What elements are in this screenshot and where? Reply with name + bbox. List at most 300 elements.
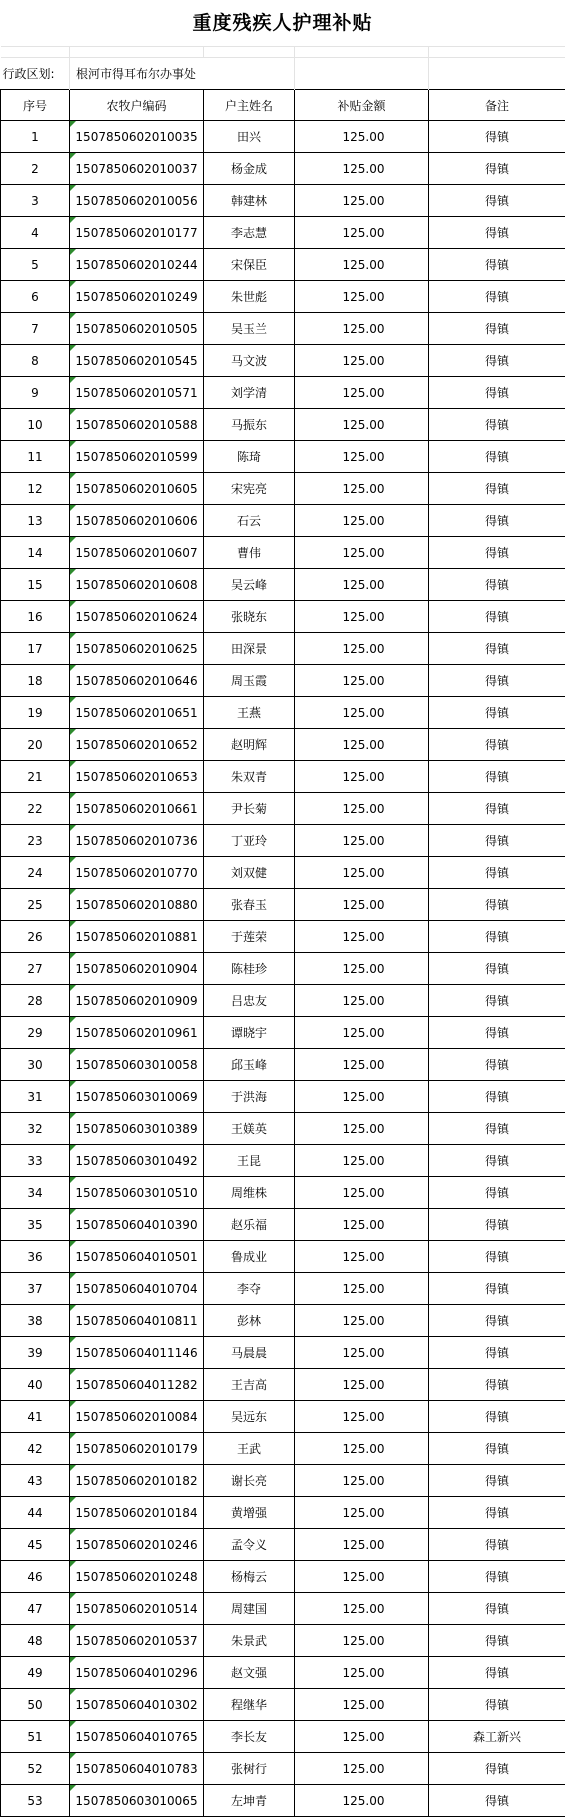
cell-index[interactable]: 29	[1, 1017, 70, 1049]
cell-remark[interactable]: 得镇	[429, 185, 565, 217]
table-row	[1, 1433, 565, 1465]
cell-code[interactable]: 1507850602010880	[70, 889, 204, 921]
cell-index[interactable]: 17	[1, 633, 70, 665]
cell-remark[interactable]: 得镇	[429, 1529, 565, 1561]
cell-amount[interactable]: 125.00	[295, 345, 429, 377]
table-row	[1, 1145, 565, 1177]
cell-index[interactable]: 8	[1, 345, 70, 377]
cell-name[interactable]: 孟令义	[204, 1529, 295, 1561]
cell-amount[interactable]: 125.00	[295, 1113, 429, 1145]
header-cell-index[interactable]: 序号	[1, 90, 70, 121]
cell-code[interactable]: 1507850602010035	[70, 121, 204, 153]
cell-name[interactable]: 于洪海	[204, 1081, 295, 1113]
cell-amount[interactable]: 125.00	[295, 153, 429, 185]
cell-remark[interactable]: 得镇	[429, 217, 565, 249]
cell-amount[interactable]: 125.00	[295, 1721, 429, 1753]
cell-code[interactable]: 1507850602010248	[70, 1561, 204, 1593]
cell-index[interactable]: 6	[1, 281, 70, 313]
table-row	[1, 505, 565, 537]
cell-amount[interactable]: 125.00	[295, 473, 429, 505]
cell-amount[interactable]: 125.00	[295, 1017, 429, 1049]
cell-remark[interactable]: 森工新兴	[429, 1721, 565, 1753]
table-row	[1, 825, 565, 857]
cell-amount[interactable]: 125.00	[295, 1177, 429, 1209]
cell-amount[interactable]: 125.00	[295, 729, 429, 761]
cell-name[interactable]: 周玉霞	[204, 665, 295, 697]
cell-remark[interactable]: 得镇	[429, 505, 565, 537]
cell-amount[interactable]: 125.00	[295, 665, 429, 697]
cell-remark[interactable]: 得镇	[429, 537, 565, 569]
cell-code[interactable]: 1507850602010606	[70, 505, 204, 537]
cell-name[interactable]: 宋宪亮	[204, 473, 295, 505]
cell-remark[interactable]: 得镇	[429, 1177, 565, 1209]
cell-code[interactable]: 1507850602010514	[70, 1593, 204, 1625]
cell-remark[interactable]: 得镇	[429, 1689, 565, 1721]
cell-amount[interactable]: 125.00	[295, 121, 429, 153]
cell-index[interactable]: 23	[1, 825, 70, 857]
cell-amount[interactable]: 125.00	[295, 1433, 429, 1465]
cell-amount[interactable]: 125.00	[295, 313, 429, 345]
cell-amount[interactable]: 125.00	[295, 697, 429, 729]
cell-name[interactable]: 赵明辉	[204, 729, 295, 761]
cell-amount[interactable]: 125.00	[295, 569, 429, 601]
cell-index[interactable]: 31	[1, 1081, 70, 1113]
cell-remark[interactable]: 得镇	[429, 249, 565, 281]
cell-index[interactable]: 9	[1, 377, 70, 409]
cell-remark[interactable]: 得镇	[429, 1241, 565, 1273]
cell-amount[interactable]: 125.00	[295, 921, 429, 953]
cell-remark[interactable]: 得镇	[429, 1305, 565, 1337]
cell-index[interactable]: 46	[1, 1561, 70, 1593]
cell-amount[interactable]: 125.00	[295, 761, 429, 793]
cell-remark[interactable]: 得镇	[429, 633, 565, 665]
cell-remark[interactable]: 得镇	[429, 1593, 565, 1625]
cell-amount[interactable]: 125.00	[295, 1305, 429, 1337]
cell-code[interactable]: 1507850602010249	[70, 281, 204, 313]
cell-code[interactable]: 1507850604010296	[70, 1657, 204, 1689]
cell-remark[interactable]: 得镇	[429, 921, 565, 953]
table-row	[1, 377, 565, 409]
table-row	[1, 217, 565, 249]
cell-code[interactable]: 1507850602010881	[70, 921, 204, 953]
cell-code[interactable]: 1507850602010607	[70, 537, 204, 569]
cell-index[interactable]: 1	[1, 121, 70, 153]
cell-name[interactable]: 王吉高	[204, 1369, 295, 1401]
cell-name[interactable]: 丁亚玲	[204, 825, 295, 857]
cell-amount[interactable]: 125.00	[295, 1241, 429, 1273]
cell-remark[interactable]: 得镇	[429, 1497, 565, 1529]
cell-index[interactable]: 12	[1, 473, 70, 505]
cell-name[interactable]: 赵乐福	[204, 1209, 295, 1241]
cell-code[interactable]: 1507850604010704	[70, 1273, 204, 1305]
table-row	[1, 1209, 565, 1241]
cell-index[interactable]: 53	[1, 1785, 70, 1817]
cell-index[interactable]: 13	[1, 505, 70, 537]
region-value[interactable]: 根河市得耳布尔办事处	[70, 58, 295, 90]
cell-name[interactable]: 王昆	[204, 1145, 295, 1177]
cell-name[interactable]: 马晨晨	[204, 1337, 295, 1369]
cell-remark[interactable]: 得镇	[429, 441, 565, 473]
cell-amount[interactable]: 125.00	[295, 249, 429, 281]
cell-remark[interactable]: 得镇	[429, 825, 565, 857]
cell-code[interactable]: 1507850604010765	[70, 1721, 204, 1753]
cell-name[interactable]: 张晓东	[204, 601, 295, 633]
table-row	[1, 313, 565, 345]
cell-amount[interactable]: 125.00	[295, 1689, 429, 1721]
cell-index[interactable]: 35	[1, 1209, 70, 1241]
cell-name[interactable]: 宋保臣	[204, 249, 295, 281]
cell-name[interactable]: 李夺	[204, 1273, 295, 1305]
table-row	[1, 185, 565, 217]
cell-remark[interactable]: 得镇	[429, 1081, 565, 1113]
table-row	[1, 1401, 565, 1433]
cell-code[interactable]: 1507850602010904	[70, 953, 204, 985]
cell-index[interactable]: 4	[1, 217, 70, 249]
cell-amount[interactable]: 125.00	[295, 217, 429, 249]
cell-remark[interactable]: 得镇	[429, 121, 565, 153]
cell-index[interactable]: 24	[1, 857, 70, 889]
cell-remark[interactable]: 得镇	[429, 1753, 565, 1785]
cell-index[interactable]: 25	[1, 889, 70, 921]
cell-index[interactable]: 33	[1, 1145, 70, 1177]
cell-amount[interactable]: 125.00	[295, 1753, 429, 1785]
table-row	[1, 761, 565, 793]
cell-name[interactable]: 赵文强	[204, 1657, 295, 1689]
cell-remark[interactable]: 得镇	[429, 953, 565, 985]
cell-name[interactable]: 刘学清	[204, 377, 295, 409]
cell-name[interactable]: 陈琦	[204, 441, 295, 473]
cell-name[interactable]: 周维株	[204, 1177, 295, 1209]
cell-remark[interactable]: 得镇	[429, 1657, 565, 1689]
cell-remark[interactable]: 得镇	[429, 665, 565, 697]
cell-index[interactable]: 39	[1, 1337, 70, 1369]
cell-name[interactable]: 马振东	[204, 409, 295, 441]
region-label[interactable]: 行政区划:	[1, 58, 70, 90]
cell-index[interactable]: 49	[1, 1657, 70, 1689]
cell-amount[interactable]: 125.00	[295, 1145, 429, 1177]
cell-remark[interactable]: 得镇	[429, 1049, 565, 1081]
cell-name[interactable]: 吕忠友	[204, 985, 295, 1017]
cell-name[interactable]: 李长友	[204, 1721, 295, 1753]
blank-cell[interactable]	[295, 58, 429, 90]
cell-code[interactable]: 1507850602010505	[70, 313, 204, 345]
cell-name[interactable]: 张春玉	[204, 889, 295, 921]
cell-remark[interactable]: 得镇	[429, 1561, 565, 1593]
cell-code[interactable]: 1507850602010961	[70, 1017, 204, 1049]
cell-index[interactable]: 18	[1, 665, 70, 697]
cell-remark[interactable]: 得镇	[429, 569, 565, 601]
cell-code[interactable]: 1507850604011146	[70, 1337, 204, 1369]
cell-name[interactable]: 陈桂珍	[204, 953, 295, 985]
cell-name[interactable]: 王武	[204, 1433, 295, 1465]
cell-remark[interactable]: 得镇	[429, 729, 565, 761]
cell-remark[interactable]: 得镇	[429, 1337, 565, 1369]
cell-amount[interactable]: 125.00	[295, 505, 429, 537]
cell-code[interactable]: 1507850602010588	[70, 409, 204, 441]
cell-remark[interactable]: 得镇	[429, 281, 565, 313]
cell-name[interactable]: 曹伟	[204, 537, 295, 569]
cell-remark[interactable]: 得镇	[429, 377, 565, 409]
cell-amount[interactable]: 125.00	[295, 441, 429, 473]
cell-amount[interactable]: 125.00	[295, 1209, 429, 1241]
blank-cell[interactable]	[1, 47, 70, 58]
cell-amount[interactable]: 125.00	[295, 1273, 429, 1305]
cell-amount[interactable]: 125.00	[295, 281, 429, 313]
cell-code[interactable]: 1507850602010037	[70, 153, 204, 185]
cell-amount[interactable]: 125.00	[295, 1593, 429, 1625]
cell-amount[interactable]: 125.00	[295, 1529, 429, 1561]
cell-code[interactable]: 1507850602010608	[70, 569, 204, 601]
cell-code[interactable]: 1507850602010625	[70, 633, 204, 665]
cell-code[interactable]: 1507850602010182	[70, 1465, 204, 1497]
cell-remark[interactable]: 得镇	[429, 1465, 565, 1497]
cell-index[interactable]: 5	[1, 249, 70, 281]
cell-index[interactable]: 47	[1, 1593, 70, 1625]
cell-index[interactable]: 38	[1, 1305, 70, 1337]
cell-name[interactable]: 马文波	[204, 345, 295, 377]
cell-amount[interactable]: 125.00	[295, 1465, 429, 1497]
cell-code[interactable]: 1507850603010065	[70, 1785, 204, 1817]
cell-name[interactable]: 邱玉峰	[204, 1049, 295, 1081]
cell-index[interactable]: 50	[1, 1689, 70, 1721]
cell-remark[interactable]: 得镇	[429, 409, 565, 441]
cell-name[interactable]: 田兴	[204, 121, 295, 153]
cell-name[interactable]: 石云	[204, 505, 295, 537]
cell-name[interactable]: 左坤青	[204, 1785, 295, 1817]
blank-cell[interactable]	[70, 47, 204, 58]
cell-code[interactable]: 1507850602010056	[70, 185, 204, 217]
cell-name[interactable]: 张树行	[204, 1753, 295, 1785]
cell-name[interactable]: 程继华	[204, 1689, 295, 1721]
cell-name[interactable]: 吴玉兰	[204, 313, 295, 345]
blank-row	[1, 47, 565, 58]
cell-name[interactable]: 周建国	[204, 1593, 295, 1625]
cell-code[interactable]: 1507850602010537	[70, 1625, 204, 1657]
cell-remark[interactable]: 得镇	[429, 313, 565, 345]
cell-index[interactable]: 15	[1, 569, 70, 601]
cell-index[interactable]: 32	[1, 1113, 70, 1145]
cell-code[interactable]: 1507850602010646	[70, 665, 204, 697]
blank-cell[interactable]	[204, 47, 295, 58]
cell-name[interactable]: 朱世彪	[204, 281, 295, 313]
cell-remark[interactable]: 得镇	[429, 1017, 565, 1049]
cell-remark[interactable]: 得镇	[429, 1785, 565, 1817]
cell-code[interactable]: 1507850602010177	[70, 217, 204, 249]
cell-code[interactable]: 1507850603010492	[70, 1145, 204, 1177]
cell-name[interactable]: 王媄英	[204, 1113, 295, 1145]
cell-name[interactable]: 黄增强	[204, 1497, 295, 1529]
cell-amount[interactable]: 125.00	[295, 1369, 429, 1401]
cell-amount[interactable]: 125.00	[295, 1049, 429, 1081]
table-row	[1, 441, 565, 473]
cell-index[interactable]: 34	[1, 1177, 70, 1209]
cell-index[interactable]: 26	[1, 921, 70, 953]
cell-index[interactable]: 27	[1, 953, 70, 985]
cell-index[interactable]: 20	[1, 729, 70, 761]
cell-amount[interactable]: 125.00	[295, 1401, 429, 1433]
table-row	[1, 1049, 565, 1081]
cell-index[interactable]: 48	[1, 1625, 70, 1657]
cell-code[interactable]: 1507850602010545	[70, 345, 204, 377]
cell-name[interactable]: 于莲荣	[204, 921, 295, 953]
cell-code[interactable]: 1507850602010605	[70, 473, 204, 505]
cell-name[interactable]: 鲁成业	[204, 1241, 295, 1273]
cell-code[interactable]: 1507850604010783	[70, 1753, 204, 1785]
cell-amount[interactable]: 125.00	[295, 537, 429, 569]
table-row	[1, 1721, 565, 1753]
blank-cell[interactable]	[295, 47, 429, 58]
cell-code[interactable]: 1507850604010302	[70, 1689, 204, 1721]
cell-index[interactable]: 14	[1, 537, 70, 569]
cell-amount[interactable]: 125.00	[295, 633, 429, 665]
cell-remark[interactable]: 得镇	[429, 1433, 565, 1465]
cell-index[interactable]: 3	[1, 185, 70, 217]
cell-index[interactable]: 40	[1, 1369, 70, 1401]
cell-amount[interactable]: 125.00	[295, 1561, 429, 1593]
cell-remark[interactable]: 得镇	[429, 1625, 565, 1657]
cell-index[interactable]: 22	[1, 793, 70, 825]
cell-code[interactable]: 1507850603010510	[70, 1177, 204, 1209]
cell-index[interactable]: 2	[1, 153, 70, 185]
cell-index[interactable]: 28	[1, 985, 70, 1017]
cell-index[interactable]: 16	[1, 601, 70, 633]
cell-index[interactable]: 43	[1, 1465, 70, 1497]
cell-code[interactable]: 1507850602010244	[70, 249, 204, 281]
cell-code[interactable]: 1507850603010058	[70, 1049, 204, 1081]
cell-code[interactable]: 1507850602010084	[70, 1401, 204, 1433]
cell-name[interactable]: 吴云峰	[204, 569, 295, 601]
table-row	[1, 569, 565, 601]
cell-code[interactable]: 1507850604010811	[70, 1305, 204, 1337]
cell-remark[interactable]: 得镇	[429, 153, 565, 185]
cell-name[interactable]: 田深景	[204, 633, 295, 665]
cell-amount[interactable]: 125.00	[295, 1785, 429, 1817]
cell-amount[interactable]: 125.00	[295, 889, 429, 921]
cell-amount[interactable]: 125.00	[295, 825, 429, 857]
cell-name[interactable]: 刘双健	[204, 857, 295, 889]
cell-code[interactable]: 1507850602010770	[70, 857, 204, 889]
cell-name[interactable]: 杨梅云	[204, 1561, 295, 1593]
cell-remark[interactable]: 得镇	[429, 473, 565, 505]
blank-cell[interactable]	[429, 47, 565, 58]
header-cell-remark[interactable]: 备注	[429, 90, 565, 121]
cell-code[interactable]: 1507850602010246	[70, 1529, 204, 1561]
cell-code[interactable]: 1507850602010599	[70, 441, 204, 473]
cell-name[interactable]: 谭晓宇	[204, 1017, 295, 1049]
header-cell-amount[interactable]: 补贴金额	[295, 90, 429, 121]
cell-code[interactable]: 1507850604011282	[70, 1369, 204, 1401]
cell-index[interactable]: 36	[1, 1241, 70, 1273]
cell-code[interactable]: 1507850602010624	[70, 601, 204, 633]
cell-remark[interactable]: 得镇	[429, 345, 565, 377]
cell-remark[interactable]: 得镇	[429, 601, 565, 633]
cell-amount[interactable]: 125.00	[295, 409, 429, 441]
cell-code[interactable]: 1507850602010909	[70, 985, 204, 1017]
cell-amount[interactable]: 125.00	[295, 601, 429, 633]
header-cell-code[interactable]: 农牧户编码	[70, 90, 204, 121]
cell-index[interactable]: 41	[1, 1401, 70, 1433]
cell-amount[interactable]: 125.00	[295, 985, 429, 1017]
cell-index[interactable]: 51	[1, 1721, 70, 1753]
cell-code[interactable]: 1507850604010501	[70, 1241, 204, 1273]
cell-name[interactable]: 朱景武	[204, 1625, 295, 1657]
cell-index[interactable]: 37	[1, 1273, 70, 1305]
cell-code[interactable]: 1507850603010389	[70, 1113, 204, 1145]
cell-remark[interactable]: 得镇	[429, 889, 565, 921]
cell-amount[interactable]: 125.00	[295, 857, 429, 889]
cell-remark[interactable]: 得镇	[429, 857, 565, 889]
cell-code[interactable]: 1507850602010179	[70, 1433, 204, 1465]
cell-index[interactable]: 42	[1, 1433, 70, 1465]
cell-name[interactable]: 谢长亮	[204, 1465, 295, 1497]
cell-code[interactable]: 1507850602010736	[70, 825, 204, 857]
cell-name[interactable]: 李志慧	[204, 217, 295, 249]
cell-name[interactable]: 尹长菊	[204, 793, 295, 825]
cell-amount[interactable]: 125.00	[295, 1337, 429, 1369]
cell-amount[interactable]: 125.00	[295, 1081, 429, 1113]
cell-code[interactable]: 1507850602010661	[70, 793, 204, 825]
table-row	[1, 697, 565, 729]
cell-index[interactable]: 45	[1, 1529, 70, 1561]
cell-remark[interactable]: 得镇	[429, 793, 565, 825]
cell-code[interactable]: 1507850602010571	[70, 377, 204, 409]
cell-remark[interactable]: 得镇	[429, 1369, 565, 1401]
cell-index[interactable]: 21	[1, 761, 70, 793]
cell-index[interactable]: 10	[1, 409, 70, 441]
cell-index[interactable]: 52	[1, 1753, 70, 1785]
cell-amount[interactable]: 125.00	[295, 793, 429, 825]
cell-amount[interactable]: 125.00	[295, 1625, 429, 1657]
cell-remark[interactable]: 得镇	[429, 761, 565, 793]
cell-name[interactable]: 王燕	[204, 697, 295, 729]
cell-name[interactable]: 韩建林	[204, 185, 295, 217]
cell-index[interactable]: 11	[1, 441, 70, 473]
cell-index[interactable]: 19	[1, 697, 70, 729]
cell-code[interactable]: 1507850602010652	[70, 729, 204, 761]
table-row	[1, 985, 565, 1017]
cell-code[interactable]: 1507850604010390	[70, 1209, 204, 1241]
cell-code[interactable]: 1507850602010651	[70, 697, 204, 729]
cell-code[interactable]: 1507850602010653	[70, 761, 204, 793]
cell-name[interactable]: 杨金成	[204, 153, 295, 185]
cell-amount[interactable]: 125.00	[295, 377, 429, 409]
cell-name[interactable]: 吴远东	[204, 1401, 295, 1433]
cell-remark[interactable]: 得镇	[429, 1113, 565, 1145]
table-row	[1, 537, 565, 569]
header-cell-name[interactable]: 户主姓名	[204, 90, 295, 121]
cell-index[interactable]: 30	[1, 1049, 70, 1081]
cell-code[interactable]: 1507850603010069	[70, 1081, 204, 1113]
table-row	[1, 889, 565, 921]
cell-amount[interactable]: 125.00	[295, 185, 429, 217]
cell-amount[interactable]: 125.00	[295, 1497, 429, 1529]
cell-remark[interactable]: 得镇	[429, 1209, 565, 1241]
cell-amount[interactable]: 125.00	[295, 953, 429, 985]
cell-name[interactable]: 彭林	[204, 1305, 295, 1337]
cell-index[interactable]: 7	[1, 313, 70, 345]
cell-remark[interactable]: 得镇	[429, 1273, 565, 1305]
blank-cell[interactable]	[429, 58, 565, 90]
cell-code[interactable]: 1507850602010184	[70, 1497, 204, 1529]
table-row	[1, 1657, 565, 1689]
cell-remark[interactable]: 得镇	[429, 985, 565, 1017]
cell-remark[interactable]: 得镇	[429, 697, 565, 729]
cell-remark[interactable]: 得镇	[429, 1401, 565, 1433]
cell-amount[interactable]: 125.00	[295, 1657, 429, 1689]
cell-name[interactable]: 朱双青	[204, 761, 295, 793]
cell-remark[interactable]: 得镇	[429, 1145, 565, 1177]
cell-index[interactable]: 44	[1, 1497, 70, 1529]
